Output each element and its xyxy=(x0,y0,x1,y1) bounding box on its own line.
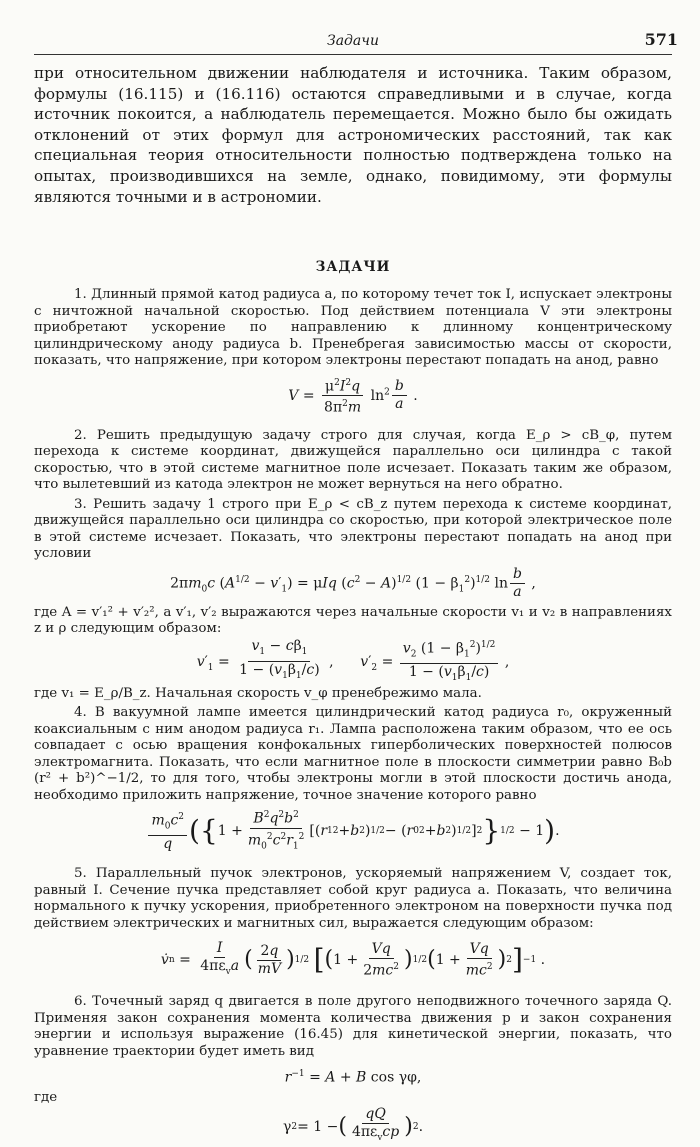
page xyxy=(34,30,678,1147)
problem-1-equation: V = $\frac{\mu^2I^2q}{8\pi^2m}$ $\ln^2$ $\frac{b}{a}$ . xyxy=(288,377,418,416)
problem-6-equation-2: γ 2 = 1 − ( $\frac{qQ}{4\pi\varepsilon_vcp}$ ) 2 . xyxy=(282,1106,424,1144)
running-header xyxy=(34,30,678,52)
intro-paragraph: при относительном движении наблюдателя и источника. Таким образом, формулы (16.115) и (16.116) остаются справедливыми и в случае, когда источник покоится, а наблюдатель перемещается. Можно было бы ожидать отклонений от этих формул для астрономических расстояний, так как специальная теория относительности полностью подтверждена только на опытах, производившихся на земле, однако, повидимому, эти формулы являются точными и в астрономии. xyxy=(34,64,672,206)
problem-2: 2. Решить предыдущую задачу строго для случая, когда E_ρ > cB_φ, путем перехода к системе координат, движущейся параллельно оси цилиндра с такой скоростью, что в этой системе магнитное поле исчезает. Показать таким же образом, что вылетевший из катода электрон не может вернуться на него обратно. xyxy=(34,427,672,493)
problem-3-equation: $2\pi m_0c$ $(A^{1/2} - v'_1) = \mu Iq$ $(c^2 - A)^{1/2}$ $(1 - \beta_1^2)^{1/2}$ ln $\frac{b}{a}$ , xyxy=(170,566,536,601)
header-title: Задачи xyxy=(326,33,379,49)
problem-6-where: где xyxy=(34,1090,58,1106)
problem-6-equation: $r^{-1} = A + B$ cos γφ, xyxy=(284,1068,422,1086)
problem-3-where: где A = v′₁² + v′₂², а v′₁, v′₂ выражаются через начальные скорости v₁ и v₂ в направлениях z и ρ следующим образом: xyxy=(34,604,672,637)
problem-3-equation-2: $v'_1$ = $\frac{v_1 - c\beta_1}{1 - (v_1\beta_1/c)}$ , $v'_2$ = $\frac{v_2 (1 - \beta_1^2)^{1/2}}{1 - (v_1\beta_1/c)}$ , xyxy=(196,638,510,683)
problem-3-tail: где v₁ = E_ρ/B_z. Начальная скорость v_φ пренебрежимо мала. xyxy=(34,685,482,701)
section-heading: ЗАДАЧИ xyxy=(315,259,391,276)
problem-4: 4. В вакуумной лампе имеется цилиндрический катод радиуса r₀, окруженный коаксиальным с ним анодом радиуса r₁. Лампа расположена таким образом, что ее ось совпадает с осью вращения конфокальных гиперболических поверхностей полюсов электромагнита. Показать, что если магнитное поле в плоскости симметрии равно B₀b (r² + b²)^−1/2, то для того, чтобы электроны могли в этой плоскости достичь анода, необходимо приложить напряжение, точное значение которого равно xyxy=(34,705,672,803)
header-rule xyxy=(34,54,672,55)
problem-5-equation: v̇ n = $\frac{I}{4\pi\varepsilon_va}$ ( $\frac{2q}{mV}$ ) 1/2 [ ( 1 + $\frac{Vq}{2mc^2}$ ) 1/2 ( 1 + $\frac{Vq}{mc^2}$ ) 2 ] −1 . xyxy=(160,939,546,979)
problem-1: 1. Длинный прямой катод радиуса a, по которому течет ток I, испускает электроны с ничтожной начальной скоростью. Под действием потенциала V эти электроны приобретают ускорение по направлению к длинному концентрическому цилиндрическому аноду радиуса b. Пренебрегая зависимостью массы от скорости, показать, что напряжение, при котором электроны перестают попадать на анод, равно xyxy=(34,287,672,369)
page-number: 571 xyxy=(644,30,678,49)
problem-4-equation: $\frac{m_0c^2}{q}$ ( { 1 + $\frac{B^2q^2b^2}{m_0^2c^2r_1^2}$ [( r 1 2 + b 2 ) 1/2 − ( r 0 2 + b 2 ) 1/2 ] 2 } 1/2 − 1 ) . xyxy=(34,808,672,854)
problem-6: 6. Точечный заряд q двигается в поле другого неподвижного точечного заряда Q. Применяя закон сохранения момента количества движения p и закон сохранения энергии и используя выражение (16.45) для кинетической энергии, показать, что уравнение траектории будет иметь вид xyxy=(34,994,672,1059)
problem-5: 5. Параллельный пучок электронов, ускоряемый напряжением V, создает ток, равный I. Сечение пучка представляет собой круг радиуса a. Показать, что величина нормального к пучку ускорения, приобретенного электроном на поверхности пучка под действием электрических и магнитных сил, выражается следующим образом: xyxy=(34,866,672,931)
problem-3: 3. Решить задачу 1 строго при E_ρ < cB_z путем перехода к системе координат, движущейся параллельно оси цилиндра со скоростью, при которой электрическое поле в этой системе исчезает. Показать, что электроны перестают попадать на анод при условии xyxy=(34,496,672,562)
